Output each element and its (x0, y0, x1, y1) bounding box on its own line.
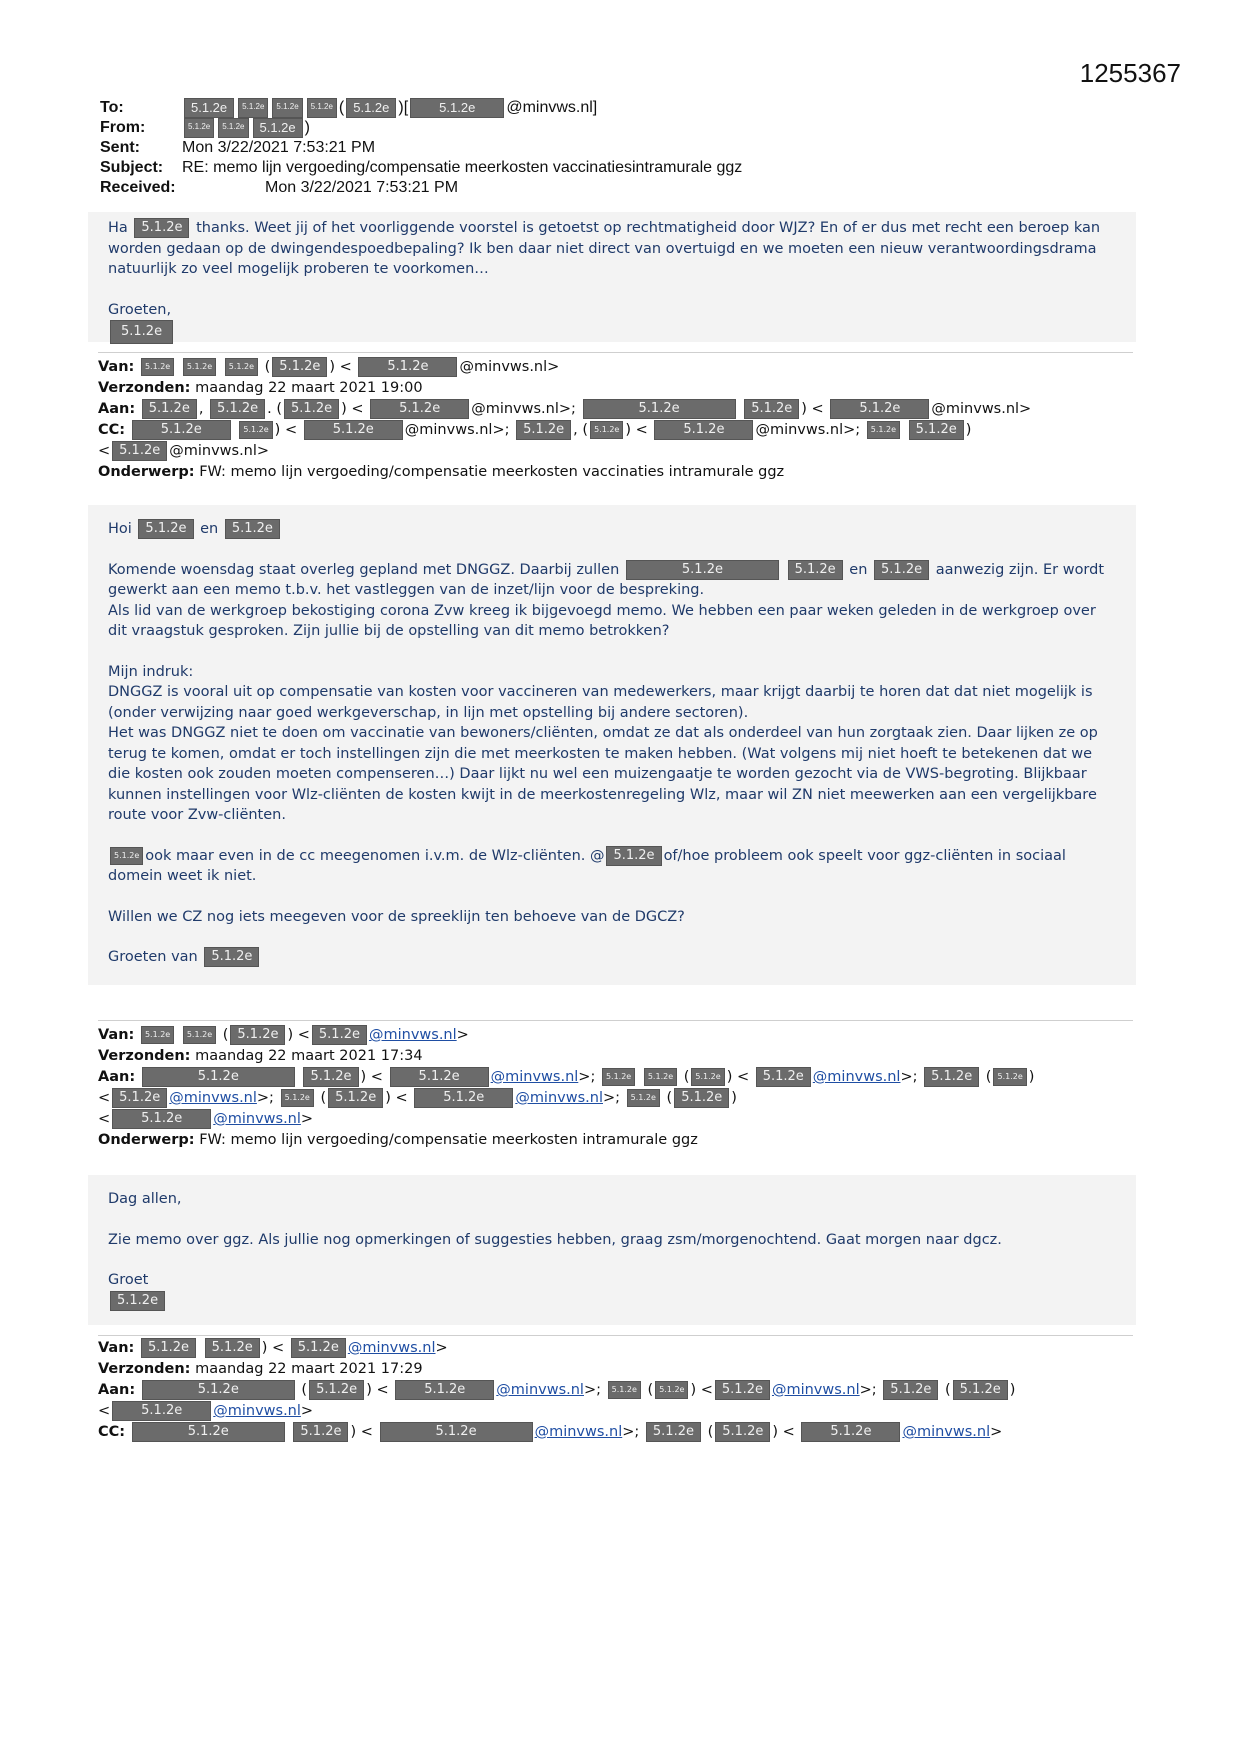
redaction: 5.1.2e (644, 1068, 677, 1086)
to-label: To: (100, 99, 124, 116)
redaction: 5.1.2e (744, 399, 799, 419)
redaction: 5.1.2e (110, 847, 143, 865)
email-link[interactable]: @minvws.nl (812, 1069, 901, 1085)
email: @minvws.nl> (169, 443, 270, 459)
redaction: 5.1.2e (883, 1380, 938, 1400)
to-email: @minvws.nl] (506, 99, 598, 116)
redaction: 5.1.2e (303, 1067, 358, 1087)
redaction: 5.1.2e (284, 399, 339, 419)
redaction: 5.1.2e (142, 1067, 295, 1087)
redaction: 5.1.2e (238, 98, 268, 118)
redaction: 5.1.2e (132, 1422, 285, 1442)
redaction: 5.1.2e (788, 560, 843, 580)
redaction: 5.1.2e (715, 1422, 770, 1442)
redaction: 5.1.2e (112, 441, 167, 461)
redaction: 5.1.2e (924, 1067, 979, 1087)
onderwerp-label: Onderwerp: (98, 1132, 195, 1148)
redaction: 5.1.2e (830, 399, 929, 419)
email-link[interactable]: @minvws.nl (534, 1424, 623, 1440)
redaction: 5.1.2e (204, 947, 259, 967)
redaction: 5.1.2e (230, 1025, 285, 1045)
msg1-closing: Groeten, (108, 301, 172, 318)
redaction: 5.1.2e (112, 1088, 167, 1108)
redaction: 5.1.2e (307, 98, 337, 118)
message-2-header: Van: 5.1.2e 5.1.2e 5.1.2e ( 5.1.2e ) < 5.1.2e @minvws.nl> Verzonden: maandag 22 maart 2021 19:00 Aan: 5.1.2e , 5.1.2e . ( 5.1.2e ) < 5.1.2e @minvws.nl>; 5.1.2e 5.1.2e ) < 5.1.2e @minvws.nl> CC: 5.1.2e 5.1.2e ) < 5.1.2e @minvws.nl>; 5.1.2e , ( 5.1.2e ) < 5.1.2e @minvws.nl>; 5.1.2e 5.1.2e ) < 5.1.2e @minvws.nl> Onderwerp: FW: memo lijn vergoeding/compensatie meerkosten vaccinaties intramurale ggz (98, 359, 1032, 480)
redaction: 5.1.2e (110, 1291, 165, 1311)
redaction: 5.1.2e (132, 420, 231, 440)
onderwerp-value: FW: memo lijn vergoeding/compensatie meerkosten intramurale ggz (199, 1132, 698, 1148)
to-row: To: 5.1.2e 5.1.2e 5.1.2e 5.1.2e ( 5.1.2e )[ 5.1.2e @minvws.nl] (100, 99, 598, 116)
email-link[interactable]: @minvws.nl (213, 1111, 301, 1127)
email-link[interactable]: @minvws.nl (490, 1069, 579, 1085)
redaction: 5.1.2e (291, 1338, 346, 1358)
redaction: 5.1.2e (358, 357, 457, 377)
msg2-en: en (200, 521, 219, 537)
verzonden-label: Verzonden: (98, 1361, 191, 1377)
msg3-para1: Dag allen, (108, 1191, 182, 1207)
redaction: 5.1.2e (110, 320, 173, 344)
redaction: 5.1.2e (414, 1088, 513, 1108)
redaction: 5.1.2e (112, 1109, 211, 1129)
redaction: 5.1.2e (691, 1068, 724, 1086)
redaction: 5.1.2e (909, 420, 964, 440)
message-3-body (88, 1175, 1136, 1325)
redaction: 5.1.2e (395, 1380, 494, 1400)
redaction: 5.1.2e (370, 399, 469, 419)
email-link[interactable]: @minvws.nl (515, 1090, 603, 1106)
sent-label: Sent: (100, 139, 140, 156)
redaction: 5.1.2e (801, 1422, 900, 1442)
redaction: 5.1.2e (516, 420, 571, 440)
redaction: 5.1.2e (218, 118, 248, 138)
msg2-para1c: Als lid van de werkgroep bekostiging corona Zvw kreeg ik bijgevoegd memo. We hebben een paar weken geleden in de werkgroep over dit vraagstuk gesproken. Zijn jullie bij de opstelling van dit memo betrokken? (108, 602, 1096, 639)
redaction: 5.1.2e (874, 560, 929, 580)
redaction: 5.1.2e (210, 399, 265, 419)
redaction: 5.1.2e (183, 1026, 216, 1044)
redaction: 5.1.2e (272, 98, 302, 118)
redaction: 5.1.2e (583, 399, 736, 419)
email-link[interactable]: @minvws.nl (496, 1382, 584, 1398)
redaction: 5.1.2e (993, 1068, 1026, 1086)
redaction: 5.1.2e (112, 1401, 211, 1421)
redaction: 5.1.2e (239, 421, 272, 439)
redaction: 5.1.2e (346, 98, 396, 118)
msg3-closing: Groet (108, 1272, 149, 1288)
subject-label: Subject: (100, 159, 164, 176)
email: @minvws.nl> (931, 401, 1032, 417)
msg2-para1b: aanwezig zijn. Er wordt gewerkt aan een memo t.b.v. het vastleggen van de inzet/lijn voor de bespreking. (108, 561, 1105, 598)
received-row (100, 178, 742, 198)
redaction: 5.1.2e (953, 1380, 1008, 1400)
divider (98, 352, 1133, 353)
document-number: 1255367 (1079, 58, 1181, 88)
redaction: 5.1.2e (141, 1338, 196, 1358)
verzonden-value: maandag 22 maart 2021 19:00 (195, 380, 423, 396)
van-label: Van: (98, 1340, 135, 1356)
email-header (100, 98, 742, 198)
redaction: 5.1.2e (410, 98, 504, 118)
redaction: 5.1.2e (141, 1026, 174, 1044)
msg2-para3b: of/hoe probleem ook speelt voor ggz-cliënten in sociaal domein weet ik niet. (108, 847, 1066, 884)
msg3-para2: Zie memo over ggz. Als jullie nog opmerkingen of suggesties hebben, graag zsm/morgenochtend. Gaat morgen naar dgcz. (108, 1231, 1002, 1248)
msg2-para2b: DNGGZ is vooral uit op compensatie van kosten voor vaccineren van medewerkers, maar krijgt daarbij te horen dat dat niet mogelijk is (onder verwijzing naar goed werkgeverschap, in lijn met opstelling bij andere sectoren). (108, 684, 1093, 721)
redaction: 5.1.2e (184, 118, 214, 138)
received-label: Received: (100, 179, 176, 196)
redaction: 5.1.2e (380, 1422, 533, 1442)
redaction: 5.1.2e (756, 1067, 811, 1087)
redaction: 5.1.2e (328, 1088, 383, 1108)
email-link[interactable]: @minvws.nl (347, 1340, 436, 1356)
aan-label: Aan: (98, 1382, 136, 1398)
redaction: 5.1.2e (183, 358, 216, 376)
cc-label: CC: (98, 422, 126, 438)
redaction: 5.1.2e (627, 1089, 660, 1107)
from-row: From: 5.1.2e 5.1.2e 5.1.2e ) (100, 119, 310, 136)
redaction: 5.1.2e (646, 1422, 701, 1442)
redaction: 5.1.2e (304, 420, 403, 440)
subject-row (100, 158, 742, 178)
redaction: 5.1.2e (184, 98, 234, 118)
redaction: 5.1.2e (654, 420, 753, 440)
email-link[interactable]: @minvws.nl (902, 1424, 991, 1440)
verzonden-label: Verzonden: (98, 380, 191, 396)
redaction: 5.1.2e (867, 421, 900, 439)
msg2-hoi: Hoi (108, 521, 132, 537)
msg2-para3a: ook maar even in de cc meegenomen i.v.m. de Wlz-cliënten. @ (145, 847, 605, 864)
redaction: 5.1.2e (606, 846, 661, 866)
redaction: 5.1.2e (715, 1380, 770, 1400)
email: @minvws.nl>; (755, 422, 861, 438)
redaction: 5.1.2e (608, 1381, 641, 1399)
divider (98, 1335, 1133, 1336)
redaction: 5.1.2e (138, 519, 193, 539)
from-label: From: (100, 119, 146, 136)
redaction: 5.1.2e (205, 1338, 260, 1358)
email-link[interactable]: @minvws.nl (771, 1382, 860, 1398)
msg2-para4: Willen we CZ nog iets meegeven voor de spreeklijn ten behoeve van de DGCZ? (108, 908, 685, 925)
msg2-para2a: Mijn indruk: (108, 663, 194, 680)
redaction: 5.1.2e (225, 358, 258, 376)
redaction: 5.1.2e (272, 357, 327, 377)
verzonden-value: maandag 22 maart 2021 17:34 (195, 1048, 423, 1064)
msg2-para2c: Het was DNGGZ niet te doen om vaccinatie van bewoners/cliënten, omdat ze dat als onderdeel van hun zorgtaak zien. Daar lijken ze op terug te komen, omdat er toch instellingen zijn die met meerkosten te maken hebben. (Wat volgens mij niet hoeft te betekenen dat we die kosten ook zouden moeten compenseren…) Daar lijkt nu wel een muizengaatje te worden gezocht via de VWS-begroting. Blijkbaar kunnen instellingen voor Wlz-cliënten de kosten kwijt in de meerkostenregeling Wlz, maar wil ZN niet meewerken aan een vergelijkbare route voor Zvw-cliënten. (108, 725, 1098, 823)
msg2-signoff: Groeten van (108, 949, 198, 965)
redaction: 5.1.2e (655, 1381, 688, 1399)
aan-label: Aan: (98, 401, 136, 417)
sent-row (100, 138, 742, 158)
onderwerp-label: Onderwerp: (98, 464, 195, 480)
redaction: 5.1.2e (390, 1067, 489, 1087)
redaction: 5.1.2e (674, 1088, 729, 1108)
email-link[interactable]: @minvws.nl (169, 1090, 257, 1106)
subject-value: RE: memo lijn vergoeding/compensatie meerkosten vaccinatiesintramurale ggz (182, 159, 743, 176)
redaction: 5.1.2e (141, 358, 174, 376)
redaction: 5.1.2e (253, 118, 303, 138)
redaction: 5.1.2e (225, 519, 280, 539)
message-2-body: Hoi 5.1.2e en 5.1.2e Komende woensdag staat overleg gepland met DNGGZ. Daarbij zullen 5.1.2e 5.1.2e en 5.1.2e aanwezig zijn. Er wordt gewerkt aan een memo t.b.v. het vastleggen van de inzet/lijn voor de bespreking. Als lid van de werkgroep bekostiging corona Zvw kreeg ik bijgevoegd memo. We hebben een paar weken geleden in de werkgroep over dit vraagstuk gesproken. Zijn jullie bij de opstelling van dit memo betrokken? Mijn indruk: DNGGZ is vooral uit op compensatie van kosten voor vaccineren van medewerkers, maar krijgt daarbij te horen dat dat niet mogelijk is (onder verwijzing naar goed werkgeverschap, in lijn met opstelling bij andere sectoren). Het was DNGGZ niet te doen om vaccinatie van bewoners/cliënten, omdat ze dat als onderdeel van hun zorgtaak zien. Daar lijken ze op terug te komen, omdat er toch instellingen zijn die met meerkosten te maken hebben. (Wat volgens mij niet hoeft te betekenen dat we die kosten ook zouden moeten compenseren…) Daar lijkt nu wel een muizengaatje te worden gezocht via de VWS-begroting. Blijkbaar kunnen instellingen voor Wlz-cliënten de kosten kwijt in de meerkostenregeling Wlz, maar wil ZN niet meewerken aan een vergelijkbare route voor Zvw-cliënten. 5.1.2e ook maar even in de cc meegenomen i.v.m. de Wlz-cliënten. @ 5.1.2e of/hoe probleem ook speelt voor ggz-cliënten in sociaal domein weet ik niet. Willen we CZ nog iets meegeven voor de spreeklijn ten behoeve van de DGCZ? Groeten van 5.1.2e (88, 505, 1136, 985)
message-3-header: Van: 5.1.2e 5.1.2e ( 5.1.2e ) < 5.1.2e @minvws.nl> Verzonden: maandag 22 maart 2021 17:34 Aan: 5.1.2e 5.1.2e ) < 5.1.2e @minvws.nl>; 5.1.2e 5.1.2e ( 5.1.2e ) < 5.1.2e @minvws.nl>; 5.1.2e ( 5.1.2e ) < 5.1.2e @minvws.nl>; 5.1.2e ( 5.1.2e ) < 5.1.2e @minvws.nl>; 5.1.2e ( 5.1.2e ) < 5.1.2e @minvws.nl> Onderwerp: FW: memo lijn vergoeding/compensatie meerkosten intramurale ggz (98, 1027, 1035, 1148)
redaction: 5.1.2e (590, 421, 623, 439)
email: @minvws.nl>; (471, 401, 576, 417)
redaction: 5.1.2e (134, 218, 189, 238)
verzonden-value: maandag 22 maart 2021 17:29 (195, 1361, 423, 1377)
received-value: Mon 3/22/2021 7:53:21 PM (265, 179, 459, 196)
van-label: Van: (98, 359, 135, 375)
onderwerp-value: FW: memo lijn vergoeding/compensatie meerkosten vaccinaties intramurale ggz (199, 464, 785, 480)
email-link[interactable]: @minvws.nl (368, 1027, 457, 1043)
redaction: 5.1.2e (312, 1025, 367, 1045)
divider (98, 1020, 1133, 1021)
sent-value: Mon 3/22/2021 7:53:21 PM (182, 139, 376, 156)
van-label: Van: (98, 1027, 135, 1043)
redaction: 5.1.2e (602, 1068, 635, 1086)
redaction: 5.1.2e (626, 560, 779, 580)
redaction: 5.1.2e (142, 399, 197, 419)
redaction: 5.1.2e (142, 1380, 295, 1400)
redaction: 5.1.2e (309, 1380, 364, 1400)
msg1-text: thanks. Weet jij of het voorliggende voorstel is getoetst op rechtmatigheid door WJZ? En of er dus met recht een beroep kan worden gedaan op de dwingendespoedbepaling? Ik ben daar niet direct van overtuigd en we moeten een nieuw verantwoordingsdrama natuurlijk zo veel mogelijk proberen te voorkomen… (108, 220, 1101, 277)
cc-label: CC: (98, 1424, 126, 1440)
msg1-greeting: Ha (108, 220, 128, 236)
msg2-para1a: Komende woensdag staat overleg gepland met DNGGZ. Daarbij zullen (108, 561, 620, 578)
van-email: @minvws.nl> (459, 359, 560, 375)
message-1-body (88, 212, 1136, 342)
redaction: 5.1.2e (281, 1089, 314, 1107)
email-link[interactable]: @minvws.nl (213, 1403, 301, 1419)
email: @minvws.nl>; (404, 422, 510, 438)
aan-label: Aan: (98, 1069, 136, 1085)
verzonden-label: Verzonden: (98, 1048, 191, 1064)
redaction: 5.1.2e (293, 1422, 348, 1442)
message-4-header: Van: 5.1.2e 5.1.2e ) < 5.1.2e @minvws.nl> Verzonden: maandag 22 maart 2021 17:29 Aan: 5.1.2e ( 5.1.2e ) < 5.1.2e @minvws.nl>; 5.1.2e ( 5.1.2e ) < 5.1.2e @minvws.nl>; 5.1.2e ( 5.1.2e ) < 5.1.2e @minvws.nl> CC: 5.1.2e 5.1.2e ) < 5.1.2e @minvws.nl>; 5.1.2e ( 5.1.2e ) < 5.1.2e @minvws.nl> (98, 1340, 1016, 1440)
